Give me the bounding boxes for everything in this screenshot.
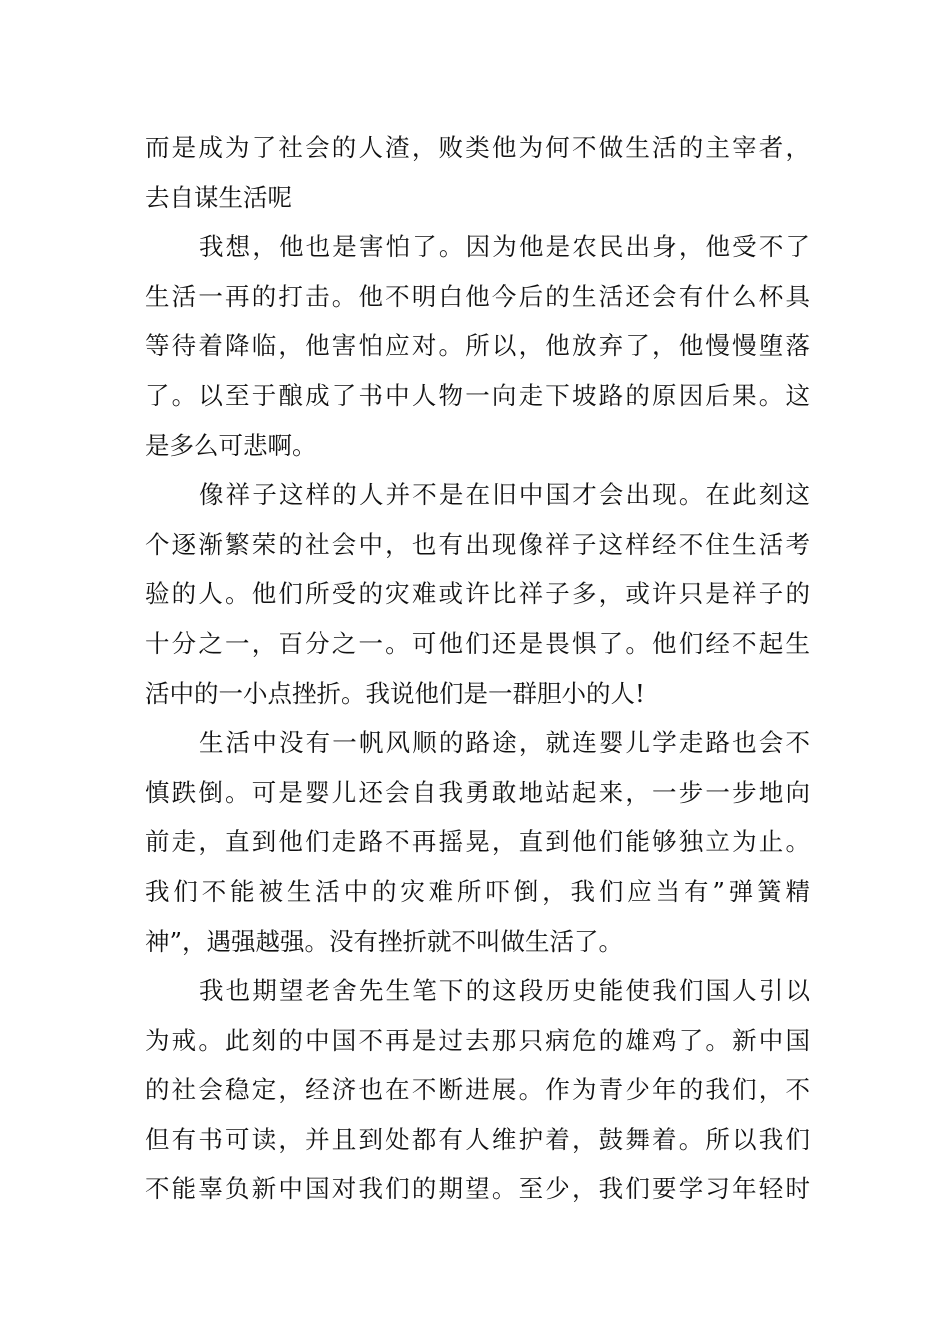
document-body [145, 123, 810, 1214]
text-line: 像祥子这样的人并不是在旧中国才会出现。在此刻这 [199, 480, 810, 510]
text-line: 十分之一，百分之一。可他们还是畏惧了。他们经不起生 [145, 628, 810, 658]
text-line: 是多么可悲啊。 [145, 430, 317, 460]
text-line: 的社会稳定，经济也在不断进展。作为青少年的我们，不 [145, 1075, 810, 1105]
text-line: 了。以至于酿成了书中人物一向走下坡路的原因后果。这 [145, 380, 810, 410]
text-line: 我也期望老舍先生笔下的这段历史能使我们国人引以 [199, 976, 810, 1006]
text-line: 不能辜负新中国对我们的期望。至少，我们要学习年轻时 [145, 1174, 810, 1204]
text-line: 前走，直到他们走路不再摇晃，直到他们能够独立为止。 [145, 827, 810, 857]
text-line: 活中的一小点挫折。我说他们是一群胆小的人! [145, 678, 645, 708]
text-line: 我想，他也是害怕了。因为他是农民出身，他受不了 [199, 232, 810, 262]
text-line: 生活中没有一帆风顺的路途，就连婴儿学走路也会不 [199, 728, 810, 758]
text-line: 神”，遇强越强。没有挫折就不叫做生活了。 [145, 926, 624, 956]
text-line: 而是成为了社会的人渣，败类他为何不做生活的主宰者， [145, 133, 810, 162]
text-line: 为戒。此刻的中国不再是过去那只病危的雄鸡了。新中国 [145, 1025, 810, 1055]
text-line: 去自谋生活呢 [145, 182, 292, 212]
text-line: 个逐渐繁荣的社会中，也有出现像祥子这样经不住生活考 [145, 529, 810, 559]
text-line: 等待着降临，他害怕应对。所以，他放弃了，他慢慢堕落 [145, 331, 810, 361]
text-line: 验的人。他们所受的灾难或许比祥子多，或许只是祥子的 [145, 579, 810, 609]
text-line: 我们不能被生活中的灾难所吓倒，我们应当有”弹簧精 [145, 876, 810, 906]
text-line: 但有书可读，并且到处都有人维护着，鼓舞着。所以我们 [145, 1124, 810, 1154]
text-line: 慎跌倒。可是婴儿还会自我勇敢地站起来，一步一步地向 [145, 777, 810, 807]
text-line: 生活一再的打击。他不明白他今后的生活还会有什么杯具 [145, 281, 810, 311]
